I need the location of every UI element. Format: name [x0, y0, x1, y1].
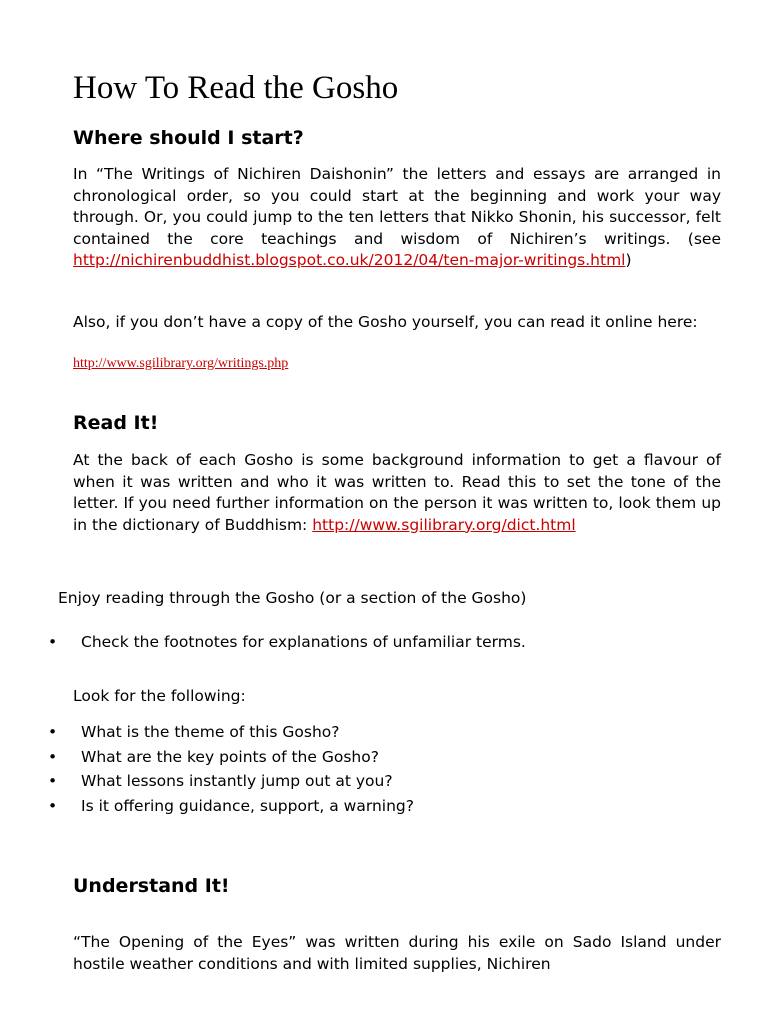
online-paragraph: Also, if you don’t have a copy of the Gosho yourself, you can read it online here: [73, 313, 698, 331]
dictionary-link[interactable]: http://www.sgilibrary.org/dict.html [312, 515, 576, 534]
bullet-icon: • [48, 723, 58, 741]
document-title: How To Read the Gosho [73, 70, 399, 106]
opening-of-the-eyes-paragraph: “The Opening of the Eyes” was written during his exile on Sado Island under hostile weather conditions and with limited supplies, Nichiren [73, 933, 721, 973]
ten-major-writings-link[interactable]: http://nichirenbuddhist.blogspot.co.uk/2012/04/ten-major-writings.html [73, 251, 626, 269]
heading-understand-it: Understand It! [73, 875, 230, 897]
bullet-text: What is the theme of this Gosho? [81, 723, 340, 741]
bullet-icon: • [48, 772, 58, 790]
bullet-icon: • [48, 796, 58, 815]
intro-text: In “The Writings of Nichiren Daishonin” the letters and essays are arranged in chronological order, so you could start at the beginning and work your way through. Or, you could jump to the ten letters that Nikko Shonin, his successor, felt contained the core teachings and wisdom of Nichiren’s writings. (see [73, 165, 721, 248]
bullet-icon: • [48, 633, 58, 651]
background-info-text: At the back of each Gosho is some background information to get a flavour of when it was written and who it was written to. Read this to set the tone of the letter. If you need further information on the person it was written to, look them up in the dictionary of Buddhism: [73, 451, 721, 534]
look-for-bullet-list [48, 720, 414, 818]
online-link-line [73, 355, 288, 373]
intro-paragraph [73, 164, 721, 272]
bullet-item [48, 794, 414, 819]
bullet-text: Is it offering guidance, support, a warning? [81, 796, 414, 815]
bullet-item [48, 745, 414, 770]
bullet-item [48, 630, 526, 655]
background-info-paragraph [73, 450, 721, 536]
bullet-text: Check the footnotes for explanations of unfamiliar terms. [81, 633, 526, 651]
footnotes-bullet-list [48, 630, 526, 655]
bullet-item [48, 720, 414, 745]
sgilibrary-writings-link[interactable]: http://www.sgilibrary.org/writings.php [73, 356, 289, 371]
bullet-icon: • [48, 747, 58, 766]
look-for-line: Look for the following: [73, 687, 246, 705]
bullet-item [48, 769, 414, 794]
heading-where-to-start: Where should I start? [73, 127, 304, 149]
heading-read-it: Read It! [73, 412, 159, 434]
enjoy-reading-line: Enjoy reading through the Gosho (or a section of the Gosho) [58, 589, 527, 607]
bullet-text: What are the key points of the Gosho? [81, 747, 379, 766]
bullet-text: What lessons instantly jump out at you? [81, 772, 393, 790]
intro-close-paren: ) [625, 251, 632, 269]
